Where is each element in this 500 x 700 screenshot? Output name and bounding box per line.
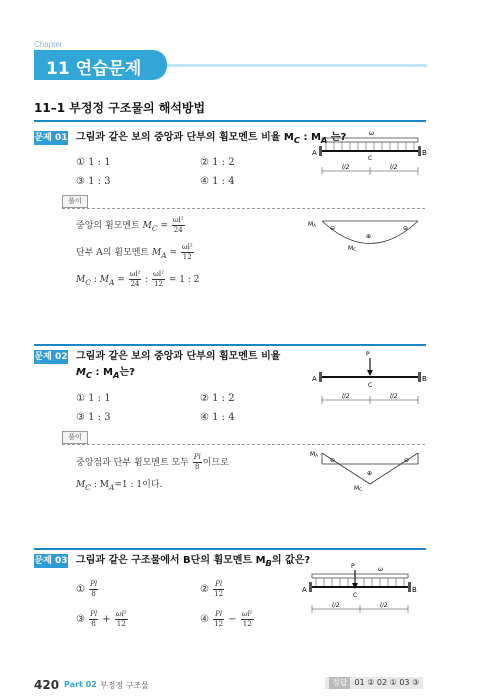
- footer-part: Part 02: [64, 680, 97, 689]
- problem-02-moment-diagram: [308, 448, 433, 494]
- problem-02-beam-diagram: [312, 350, 432, 408]
- span-2: l/2: [390, 393, 398, 400]
- load-w-label: ω: [378, 566, 384, 573]
- problem-02-option-2: ② 1 : 2: [200, 393, 235, 404]
- answer-key-label: 정답: [329, 677, 350, 689]
- problem-03-text: 그림과 같은 구조물에서 B단의 휨모멘트 $M_B$의 값은?: [76, 555, 311, 568]
- pos-sign: ⊕: [367, 470, 373, 477]
- problem-02-rule: [34, 344, 426, 346]
- neg-sign-right: ⊖: [403, 225, 409, 232]
- solution-divider-01: [62, 208, 425, 209]
- problem-03-option-1: ① $\frac{Pl}{8}$: [76, 580, 98, 598]
- problem-02-solution-line2: $M_C$ : $M_A=1$ : 1이다.: [76, 480, 163, 492]
- span-2: l/2: [380, 602, 388, 609]
- answer-key: [325, 677, 423, 689]
- problem-01-option-2: ② 1 : 2: [200, 157, 235, 168]
- chapter-title: 11 연습문제: [46, 59, 142, 79]
- solution-divider-02: [62, 444, 425, 445]
- support-a-label: A: [302, 586, 307, 594]
- problem-03-label: 문제 03: [34, 556, 68, 566]
- moment-c-label: MC: [354, 485, 362, 492]
- problem-03-option-2: ② $\frac{Pl}{12}$: [200, 580, 224, 598]
- load-p-label: P: [351, 563, 355, 570]
- support-b-label: B: [412, 586, 417, 594]
- neg-sign-left: ⊖: [330, 457, 336, 464]
- answer-key-values: 01 ② 02 ① 03 ③: [354, 678, 420, 687]
- problem-02-option-3: ③ 1 : 3: [76, 412, 111, 423]
- problem-02-option-4: ④ 1 : 4: [200, 412, 235, 423]
- mid-c-label: C: [353, 592, 358, 599]
- support-a-label: A: [312, 149, 317, 157]
- problem-01-option-4: ④ 1 : 4: [200, 176, 235, 187]
- support-b-label: B: [422, 375, 427, 383]
- section-rule: [34, 120, 426, 122]
- problem-01-label: 문제 01: [34, 133, 68, 143]
- neg-sign-left: ⊖: [330, 225, 336, 232]
- support-b-label: B: [422, 149, 427, 157]
- moment-a-label: MA: [310, 451, 318, 458]
- mid-c-label: C: [368, 155, 373, 162]
- span-2: l/2: [390, 164, 398, 171]
- span-1: l/2: [342, 393, 350, 400]
- problem-01-text: 그림과 같은 보의 중앙과 단부의 휨모멘트 비율 $M_C$ : $M_A$ 는?: [76, 132, 347, 145]
- neg-sign-right: ⊖: [404, 457, 410, 464]
- solution-tag-02: 풀이: [62, 431, 88, 444]
- problem-01-option-3: ③ 1 : 3: [76, 176, 111, 187]
- span-1: l/2: [332, 602, 340, 609]
- pos-sign: ⊕: [366, 233, 372, 240]
- problem-02-text: 그림과 같은 보의 중앙과 단부의 휨모멘트 비율 $M_C$ : $M_A$는?: [76, 351, 281, 380]
- footer-subtitle: 부정정 구조물: [100, 681, 149, 690]
- problem-03-rule: [34, 548, 426, 550]
- problem-03-option-3: ③ $\frac{Pl}{8}$ + $\frac{\text{ωl²}}{12}$: [76, 610, 127, 628]
- problem-01-moment-diagram: [308, 216, 433, 261]
- moment-c-label: MC: [348, 245, 356, 252]
- problem-01-solution-line2: 단부 A의 휨모멘트 $M_A$ = $\frac{\text{ωl²}}{12}$: [76, 243, 193, 261]
- moment-a-label: MA: [308, 221, 316, 228]
- load-label: ω: [369, 130, 375, 137]
- support-a-label: A: [312, 375, 317, 383]
- problem-01-solution-line1: 중앙의 휨모멘트 $M_C$ = $\frac{\text{ωl²}}{24}$: [76, 216, 184, 234]
- problem-03-beam-diagram: [298, 562, 433, 617]
- problem-01-beam-diagram: [312, 128, 432, 183]
- mid-c-label: C: [368, 382, 373, 389]
- page-number: 420: [34, 678, 60, 692]
- problem-01-solution-line3: $M_C$ : $M_A$ = $\frac{\text{ωl²}}{24}$ : $\frac{\text{ωl²}}{12}$ = 1 : 2: [76, 270, 200, 288]
- banner-line: [167, 64, 427, 67]
- solution-tag-01: 풀이: [62, 195, 88, 208]
- chapter-label: Chapter: [34, 40, 63, 49]
- section-title: 11–1 부정정 구조물의 해석방법: [34, 101, 206, 115]
- problem-02-option-1: ① 1 : 1: [76, 393, 111, 404]
- problem-02-label: 문제 02: [34, 352, 68, 362]
- problem-02-solution-line1: 중앙점과 단부 휨모멘트 모두 $\frac{Pl}{8}$ 이므로: [76, 453, 229, 471]
- load-p-label: P: [366, 351, 370, 358]
- problem-01-option-1: ① 1 : 1: [76, 157, 111, 168]
- problem-03-option-4: ④ $\frac{Pl}{12}$ − $\frac{\text{ωl²}}{12}$: [200, 610, 253, 628]
- span-1: l/2: [342, 164, 350, 171]
